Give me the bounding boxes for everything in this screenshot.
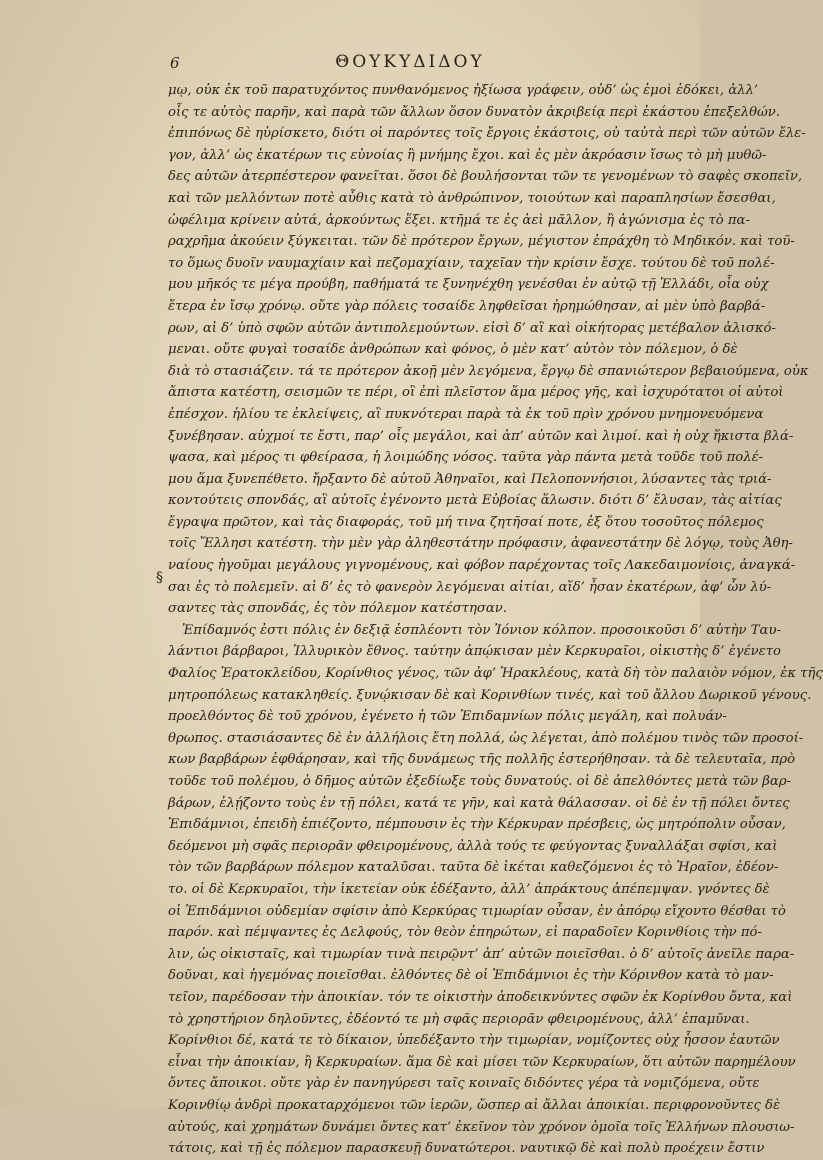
text-line: ἄπιστα κατέστη, σεισμῶν τε πέρι, οἳ ἐπὶ πλεῖστον ἅμα μέρος γῆς, καὶ ἰσχυρότατοι οἱ αὐτοὶ — [168, 385, 784, 401]
text-line: οἱ Ἐπιδάμνιοι οὐδεμίαν σφίσιν ἀπὸ Κερκύρας τιμωρίαν οὖσαν, ἐν ἀπόρῳ εἴχοντο θέσθαι τὸ — [168, 903, 786, 919]
text-line: ἐπέσχον. ἡλίου τε ἐκλείψεις, αἳ πυκνότεραι παρὰ τὰ ἐκ τοῦ πρὶν χρόνου μνημονευόμενα — [168, 406, 764, 422]
text-line: μεναι. οὔτε φυγαὶ τοσαίδε ἀνθρώπων καὶ φόνος, ὁ μὲν κατ’ αὐτὸν τὸν πόλεμον, ὁ δὲ — [168, 342, 738, 358]
text-line: μου μῆκός τε μέγα προύβη, παθήματά τε ξυνηνέχθη γενέσθαι ἐν αὐτῷ τῇ Ἑλλάδι, οἷα οὐχ — [168, 277, 769, 293]
margin-section-mark: § — [156, 570, 163, 586]
page-header — [150, 52, 670, 78]
text-line: βάρων, ἐλῄζοντο τοὺς ἐν τῇ πόλει, κατά τε γῆν, καὶ κατὰ θάλασσαν. οἱ δὲ ἐν τῇ πόλει ὄντες — [168, 795, 790, 811]
text-line: το ὅμως δυοῖν ναυμαχίαιν καὶ πεζομαχίαιν, ταχεῖαν τὴν κρίσιν ἔσχε. τούτου δὲ τοῦ πολέ- — [168, 255, 775, 271]
text-line: λιν, ὡς οἰκισταῖς, καὶ τιμωρίαν τινὰ πειρῷντ’ ἀπ’ αὐτῶν ποιεῖσθαι. ὁ δ’ αὐτοῖς ἀνεῖλε παρα- — [168, 946, 795, 962]
text-line: οἷς τε αὐτὸς παρῆν, καὶ παρὰ τῶν ἄλλων ὅσον δυνατὸν ἀκριβείᾳ περὶ ἑκάστου ἐπεξελθών. — [168, 104, 781, 120]
text-line: τεῖον, παρέδοσαν τὴν ἀποικίαν. τόν τε οἰκιστὴν ἀποδεικνύντες σφῶν ἐκ Κορίνθου ὄντα, καὶ — [168, 989, 793, 1005]
text-line: κοντούτεις σπονδάς, αἳ αὐτοῖς ἐγένοντο μετὰ Εὐβοίας ἅλωσιν. διότι δ’ ἔλυσαν, τὰς αἰτίας — [168, 493, 782, 509]
text-line: μητροπόλεως κατακληθείς. ξυνῴκισαν δὲ καὶ Κορινθίων τινές, καὶ τοῦ ἄλλου Δωρικοῦ γένους. — [168, 687, 812, 703]
text-line: αὐτούς, καὶ χρημάτων δυνάμει ὄντες κατ’ ἐκεῖνον τὸν χρόνον ὁμοῖα τοῖς Ἑλλήνων πλουσιω- — [168, 1119, 795, 1135]
text-line: Ἐπιδάμνιοι, ἐπειδὴ ἐπιέζοντο, πέμπουσιν ἐς τὴν Κέρκυραν πρέσβεις, ὡς μητρόπολιν οὖσαν, — [168, 817, 786, 833]
text-line: δες αὐτῶν ἀτερπέστερον φανεῖται. ὅσοι δὲ βουλήσονται τῶν τε γενομένων τὸ σαφὲς σκοπεῖν, — [168, 169, 803, 185]
text-line: ναίους ἡγοῦμαι μεγάλους γιγνομένους, καὶ φόβον παρέχοντας τοῖς Λακεδαιμονίοις, ἀναγκά- — [168, 558, 796, 574]
text-line: σαντες τὰς σπονδάς, ἐς τὸν πόλεμον κατέστησαν. — [168, 601, 507, 617]
text-line: το. οἱ δὲ Κερκυραῖοι, τὴν ἱκετείαν οὐκ ἐδέξαντο, ἀλλ’ ἀπράκτους ἀπέπεμψαν. γνόντες δὲ — [168, 881, 770, 897]
text-line: παρόν. καὶ πέμψαντες ἐς Δελφούς, τὸν θεὸν ἐπηρώτων, εἰ παραδοῖεν Κορινθίοις τὴν πό- — [168, 925, 762, 941]
text-line: δεόμενοι μὴ σφᾶς περιορᾶν φθειρομένους, ἀλλὰ τούς τε φεύγοντας ξυναλλάξαι σφίσι, καὶ — [168, 838, 778, 854]
text-line: λάντιοι βάρβαροι, Ἰλλυρικὸν ἔθνος. ταύτην ἀπῴκισαν μὲν Κερκυραῖοι, οἰκιστὴς δ’ ἐγένετο — [168, 644, 781, 660]
text-line: σαι ἐς τὸ πολεμεῖν. αἱ δ’ ἐς τὸ φανερὸν λεγόμεναι αἰτίαι, αἵδ’ ἦσαν ἑκατέρων, ἀφ’ ὧν λύ- — [168, 579, 772, 595]
text-line: ψασα, καὶ μέρος τι φθείρασα, ἡ λοιμώδης νόσος. ταῦτα γὰρ πάντα μετὰ τοῦδε τοῦ πολέ- — [168, 450, 764, 466]
text-line: μου ἅμα ξυνεπέθετο. ἤρξαντο δὲ αὐτοῦ Ἀθηναῖοι, καὶ Πελοποννήσιοι, λύσαντες τὰς τριά- — [168, 471, 772, 487]
running-title: ΘΟΥΚΥΔΙΔΟΥ — [335, 52, 485, 72]
body-text — [168, 80, 823, 1157]
text-line: ρων, αἱ δ’ ὑπὸ σφῶν αὐτῶν ἀντιπολεμούντων. εἰσὶ δ’ αἳ καὶ οἰκήτορας μετέβαλον ἁλισκό- — [168, 320, 776, 336]
text-line: διὰ τὸ στασιάζειν. τά τε πρότερον ἀκοῇ μὲν λεγόμενα, ἔργῳ δὲ σπανιώτερον βεβαιούμενα, οὐκ — [168, 363, 809, 379]
text-line: δοῦναι, καὶ ἡγεμόνας ποιεῖσθαι. ἐλθόντες δὲ οἱ Ἐπιδάμνιοι ἐς τὴν Κόρινθον κατὰ τὸ μαν- — [168, 968, 774, 984]
text-line: θρωπος. στασιάσαντες δὲ ἐν ἀλλήλοις ἔτη πολλά, ὡς λέγεται, ἀπὸ πολέμου τινὸς τῶν προσοί- — [168, 730, 804, 746]
text-line: προελθόντος δὲ τοῦ χρόνου, ἐγένετο ἡ τῶν Ἐπιδαμνίων πόλις μεγάλη, καὶ πολυάν- — [168, 709, 727, 725]
text-line: ὠφέλιμα κρίνειν αὐτά, ἀρκούντως ἕξει. κτῆμά τε ἐς ἀεὶ μᾶλλον, ἢ ἀγώνισμα ἐς τὸ πα- — [168, 212, 750, 228]
text-line: τοῦδε τοῦ πολέμου, ὁ δῆμος αὐτῶν ἐξεδίωξε τοὺς δυνατούς. οἱ δὲ ἀπελθόντες μετὰ τῶν βαρ- — [168, 774, 792, 789]
text-line: γον, ἀλλ’ ὡς ἑκατέρων τις εὐνοίας ἢ μνήμης ἔχοι. καὶ ἐς μὲν ἀκρόασιν ἴσως τὸ μὴ μυθῶ- — [168, 147, 767, 163]
text-line: Ἐπίδαμνός ἐστι πόλις ἐν δεξιᾷ ἐσπλέοντι τὸν Ἰόνιον κόλπον. προσοικοῦσι δ’ αὐτὴν Ταυ- — [182, 622, 781, 638]
text-line: Κορίνθιοι δέ, κατά τε τὸ δίκαιον, ὑπεδέξαντο τὴν τιμωρίαν, νομίζοντες οὐχ ἧσσον ἑαυτῶν — [168, 1033, 780, 1049]
page-number: 6 — [170, 54, 180, 72]
text-line: Κορινθίῳ ἀνδρὶ προκαταρχόμενοι τῶν ἱερῶν, ὥσπερ αἱ ἄλλαι ἀποικίαι. περιφρονοῦντες δὲ — [168, 1097, 781, 1113]
text-line: τὸν τῶν βαρβάρων πόλεμον καταλῦσαι. ταῦτα δὲ ἱκέται καθεζόμενοι ἐς τὸ Ἡραῖον, ἐδέον- — [168, 860, 779, 876]
text-line: τάτοις, καὶ τῇ ἐς πόλεμον παρασκευῇ δυνατώτεροι. ναυτικῷ δὲ καὶ πολὺ προέχειν ἔστιν — [168, 1141, 765, 1157]
text-line: κων βαρβάρων ἐφθάρησαν, καὶ τῆς δυνάμεως τῆς πολλῆς ἐστερήθησαν. τὰ δὲ τελευταῖα, πρὸ — [168, 752, 796, 768]
text-line: ραχρῆμα ἀκούειν ξύγκειται. τῶν δὲ πρότερον ἔργων, μέγιστον ἐπράχθη τὸ Μηδικόν. καὶ τοῦ- — [168, 234, 795, 250]
text-line: ἐπιπόνως δὲ ηὑρίσκετο, διότι οἱ παρόντες τοῖς ἔργοις ἑκάστοις, οὐ ταὐτὰ περὶ τῶν αὐτῶν ἔλε- — [168, 126, 806, 142]
text-line: τοῖς Ἕλλησι κατέστη. τὴν μὲν γὰρ ἀληθεστάτην πρόφασιν, ἀφανεστάτην δὲ λόγῳ, τοὺς Ἀθη- — [168, 536, 793, 552]
text-line: ξυνέβησαν. αὐχμοί τε ἔστι, παρ’ οἷς μεγάλοι, καὶ ἀπ’ αὐτῶν καὶ λιμοί. καὶ ἡ οὐχ ἥκιστα βλά- — [168, 428, 794, 444]
text-line: καὶ τῶν μελλόντων ποτὲ αὖθις κατὰ τὸ ἀνθρώπινον, τοιούτων καὶ παραπλησίων ἔσεσθαι, — [168, 190, 776, 206]
text-line: ἔγραψα πρῶτον, καὶ τὰς διαφοράς, τοῦ μή τινα ζητῆσαί ποτε, ἐξ ὅτου τοσοῦτος πόλεμος — [168, 514, 764, 530]
text-line: εἶναι τὴν ἀποικίαν, ἢ Κερκυραίων. ἅμα δὲ καὶ μίσει τῶν Κερκυραίων, ὅτι αὐτῶν παρημέλουν — [168, 1054, 796, 1070]
text-line: ἕτερα ἐν ἴσῳ χρόνῳ. οὔτε γὰρ πόλεις τοσαίδε ληφθεῖσαι ἠρημώθησαν, αἱ μὲν ὑπὸ βαρβά- — [168, 298, 766, 314]
text-line: ὄντες ἄποικοι. οὔτε γὰρ ἐν πανηγύρεσι ταῖς κοιναῖς διδόντες γέρα τὰ νομιζόμενα, οὔτε — [168, 1076, 760, 1092]
text-line: μῳ, οὐκ ἐκ τοῦ παρατυχόντος πυνθανόμενος ἠξίωσα γράφειν, οὐδ’ ὡς ἐμοὶ ἐδόκει, ἀλλ’ — [168, 83, 759, 98]
text-line: τὸ χρηστήριον δηλοῦντες, ἐδέοντό τε μὴ σφᾶς περιορᾶν φθειρομένους, ἀλλ’ ἐπαμῦναι. — [168, 1011, 750, 1027]
text-line: Φαλίος Ἐρατοκλείδου, Κορίνθιος γένος, τῶν ἀφ’ Ἡρακλέους, κατὰ δὴ τὸν παλαιὸν νόμον, ἐκ τῆς — [168, 666, 823, 682]
